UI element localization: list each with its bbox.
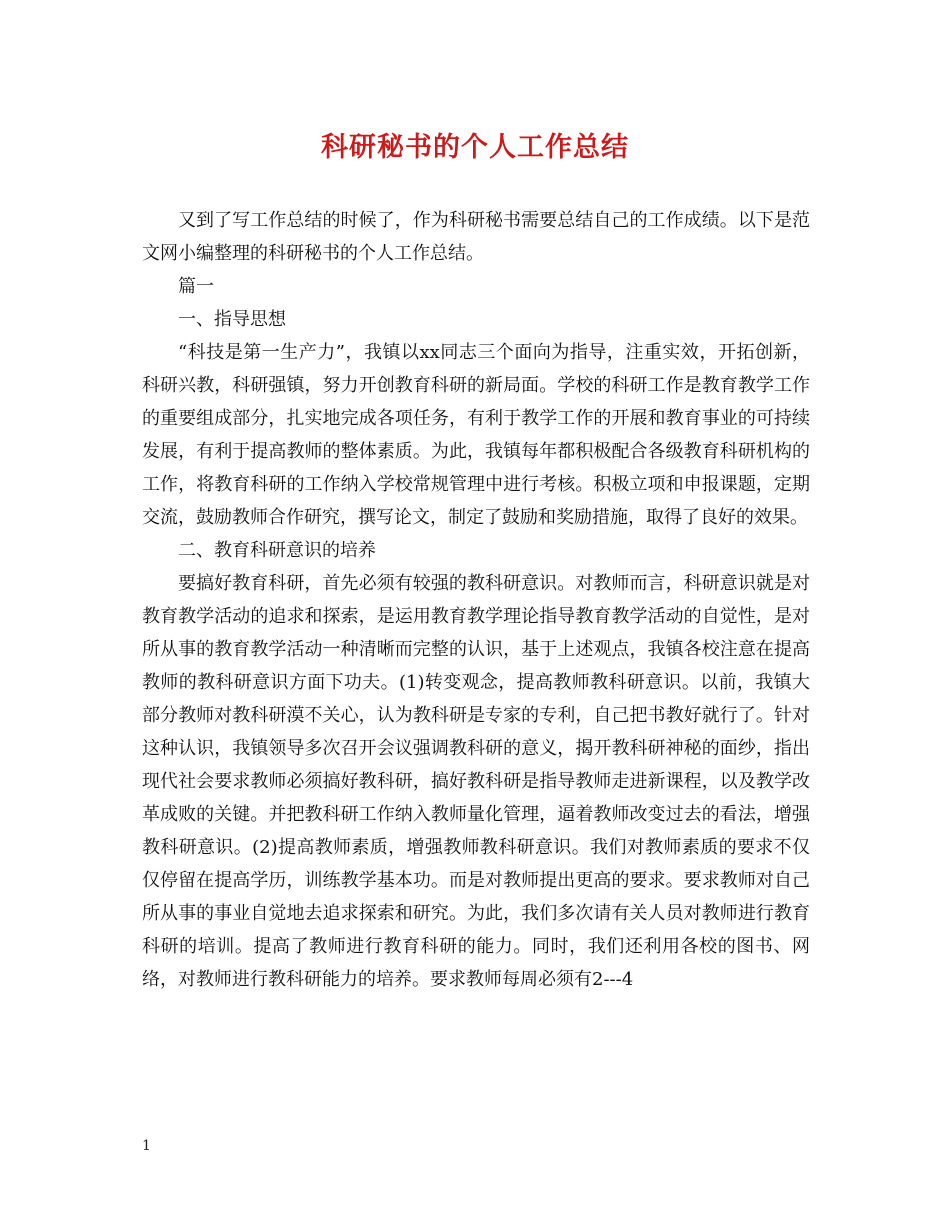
document-body <box>142 204 810 996</box>
section-heading-guiding-ideology: 一、指导思想 <box>178 309 286 330</box>
section-heading-research-awareness: 二、教育科研意识的培养 <box>178 540 376 561</box>
section-paragraph-guiding-ideology: “科技是第一生产力”，我镇以xx同志三个面向为指导，注重实效，开拓创新，科研兴教，科研强镇，努力开创教育科研的新局面。学校的科研工作是教育教学工作的重要组成部分，扎实地完成各项任务，有利于教学工作的开展和教育事业的可持续发展，有利于提高教师的整体素质。为此，我镇每年都积极配合各级教育科研机构的工作，将教育科研的工作纳入学校常规管理中进行考核。积极立项和申报课题，定期交流，鼓励教师合作研究，撰写论文，制定了鼓励和奖励措施，取得了良好的效果。 <box>142 342 810 528</box>
part-label: 篇一 <box>178 276 214 297</box>
section-paragraph-research-awareness: 要搞好教育科研，首先必须有较强的教科研意识。对教师而言，科研意识就是对教育教学活动的追求和探索，是运用教育教学理论指导教育教学活动的自觉性，是对所从事的教育教学活动一种清晰而完整的认识，基于上述观点，我镇各校注意在提高教师的教科研意识方面下功夫。(1)转变观念，提高教师教科研意识。以前，我镇大部分教师对教科研漠不关心，认为教科研是专家的专利，自己把书教好就行了。针对这种认识，我镇领导多次召开会议强调教科研的意义，揭开教科研神秘的面纱，指出现代社会要求教师必须搞好教科研，搞好教科研是指导教师走进新课程，以及教学改革成败的关键。并把教科研工作纳入教师量化管理，逼着教师改变过去的看法，增强教科研意识。(2)提高教师素质，增强教师教科研意识。我们对教师素质的要求不仅仅停留在提高学历，训练教学基本功。而是对教师提出更高的要求。要求教师对自己所从事的事业自觉地去追求探索和研究。为此，我们多次请有关人员对教师进行教育科研的培训。提高了教师进行教育科研的能力。同时，我们还利用各校的图书、网络，对教师进行教科研能力的培养。要求教师每周必须有2---4 <box>142 573 810 990</box>
document-title: 科研秘书的个人工作总结 <box>321 132 629 163</box>
intro-paragraph: 又到了写工作总结的时候了，作为科研秘书需要总结自己的工作成绩。以下是范文网小编整理的科研秘书的个人工作总结。 <box>142 210 810 264</box>
page-number: 1 <box>142 1138 151 1154</box>
